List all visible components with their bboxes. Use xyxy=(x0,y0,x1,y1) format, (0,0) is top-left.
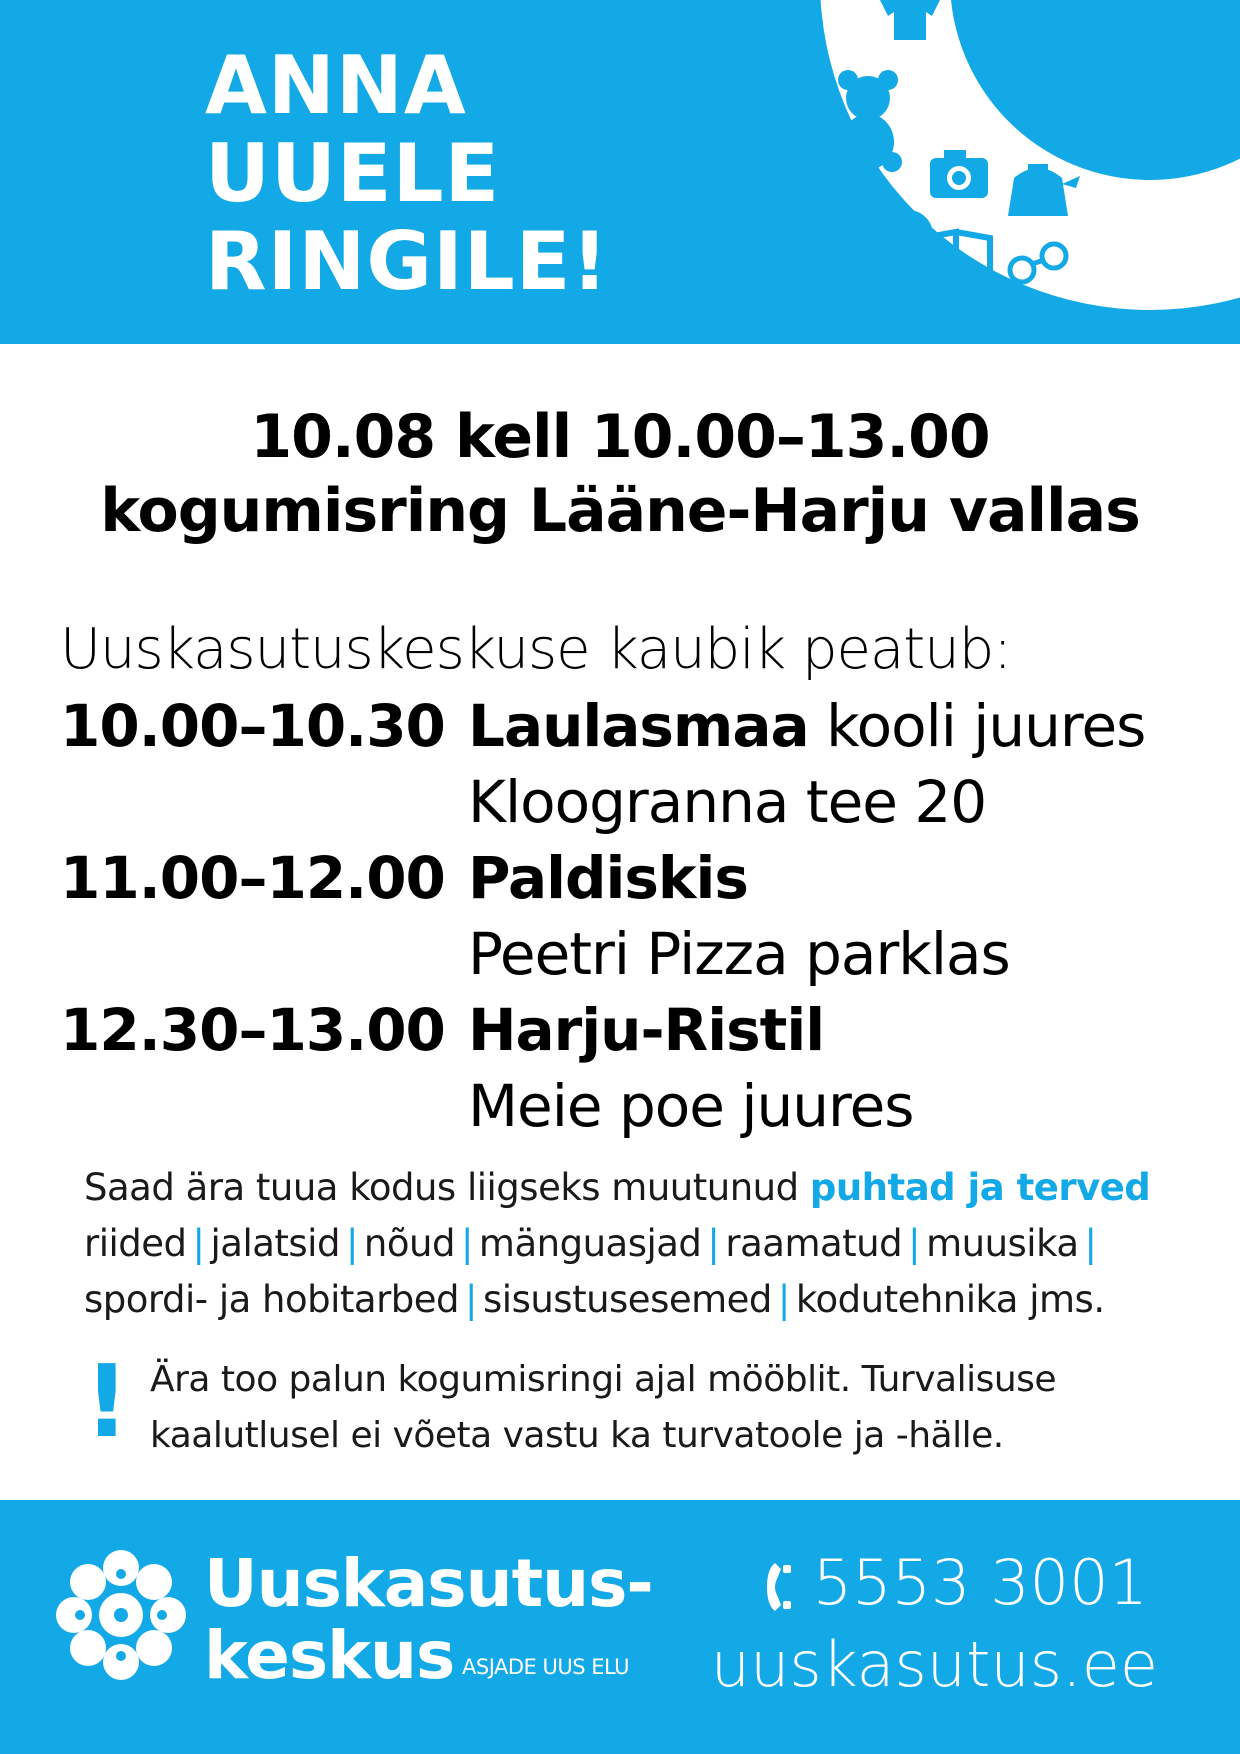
stop-place xyxy=(468,840,748,916)
phone-number: 5553 3001 xyxy=(812,1546,1148,1619)
stop-place-suffix: kooli juures xyxy=(808,692,1146,760)
separator: | xyxy=(345,1222,358,1265)
info-lead: Saad ära tuua kodus liigseks muutunud xyxy=(84,1166,810,1209)
stop-place xyxy=(468,688,1145,764)
footer-band xyxy=(0,1500,1240,1754)
event-date-time: 10.08 kell 10.00–13.00 xyxy=(250,402,990,472)
headline-line-1: ANNA xyxy=(205,39,467,132)
warning-text xyxy=(150,1352,1056,1464)
separator: | xyxy=(465,1278,478,1321)
headline xyxy=(205,39,609,308)
info-highlight: puhtad ja terved xyxy=(809,1166,1151,1209)
item: raamatud xyxy=(725,1222,903,1265)
stop-time: 10.00–10.30 xyxy=(60,692,445,760)
separator: | xyxy=(460,1222,473,1265)
separator: | xyxy=(777,1278,790,1321)
phone-icon xyxy=(767,1561,795,1613)
item: mänguasjad xyxy=(478,1222,702,1265)
info-lead-line xyxy=(84,1160,1184,1216)
stop-place xyxy=(468,992,824,1068)
separator: | xyxy=(1084,1222,1097,1265)
trousers-icon xyxy=(790,35,825,161)
header-band xyxy=(0,0,1240,344)
item: sisustusesemed xyxy=(483,1278,772,1321)
stop-time: 12.30–13.00 xyxy=(60,996,445,1064)
flower-logo-icon xyxy=(54,1548,188,1682)
item: riided xyxy=(84,1222,187,1265)
stop-place-name: Laulasmaa xyxy=(468,692,809,760)
item: spordi- ja hobitarbed xyxy=(84,1278,460,1321)
stop-place-name: Harju-Ristil xyxy=(468,996,825,1064)
items-row-1 xyxy=(84,1216,1184,1272)
item: muusika xyxy=(926,1222,1079,1265)
separator: | xyxy=(908,1222,921,1265)
brand-name-line-1: Uuskasutus- xyxy=(204,1545,653,1622)
items-row-2 xyxy=(84,1272,1184,1328)
warning-line-1: Ära too palun kogumisringi ajal mööblit. Turvalisuse xyxy=(150,1359,1057,1400)
separator: | xyxy=(707,1222,720,1265)
warning-line-2: kaalutlusel ei võeta vastu ka turvatoole ja -hälle. xyxy=(150,1415,1004,1456)
stop-detail: Meie poe juures xyxy=(468,1072,914,1140)
stop-place-name: Paldiskis xyxy=(468,844,748,912)
website-link[interactable]: uuskasutus.ee xyxy=(710,1628,1158,1701)
brand-name-line-2: keskus xyxy=(204,1617,455,1694)
schedule-intro: Uuskasutuskeskuse kaubik peatub: xyxy=(60,617,1012,682)
separator: | xyxy=(192,1222,205,1265)
stop-time: 11.00–12.00 xyxy=(60,844,445,912)
headline-line-2: UUELE xyxy=(205,127,501,220)
headline-line-3: RINGILE! xyxy=(205,215,609,308)
stop-detail: Peetri Pizza parklas xyxy=(468,920,1010,988)
accepted-items-info xyxy=(84,1160,1184,1328)
brand-slogan: ASJADE UUS ELU xyxy=(462,1655,630,1679)
item: jalatsid xyxy=(210,1222,340,1265)
item: nõud xyxy=(363,1222,455,1265)
item: kodutehnika jms. xyxy=(795,1278,1105,1321)
stop-detail: Kloogranna tee 20 xyxy=(468,768,987,836)
event-location: kogumisring Lääne-Harju vallas xyxy=(100,476,1140,546)
phone-contact[interactable] xyxy=(767,1546,1148,1620)
reuse-ring-illustration xyxy=(790,0,1240,340)
furniture-warning xyxy=(84,1343,1184,1464)
event-title xyxy=(0,400,1240,548)
exclamation-icon: ! xyxy=(84,1343,130,1460)
